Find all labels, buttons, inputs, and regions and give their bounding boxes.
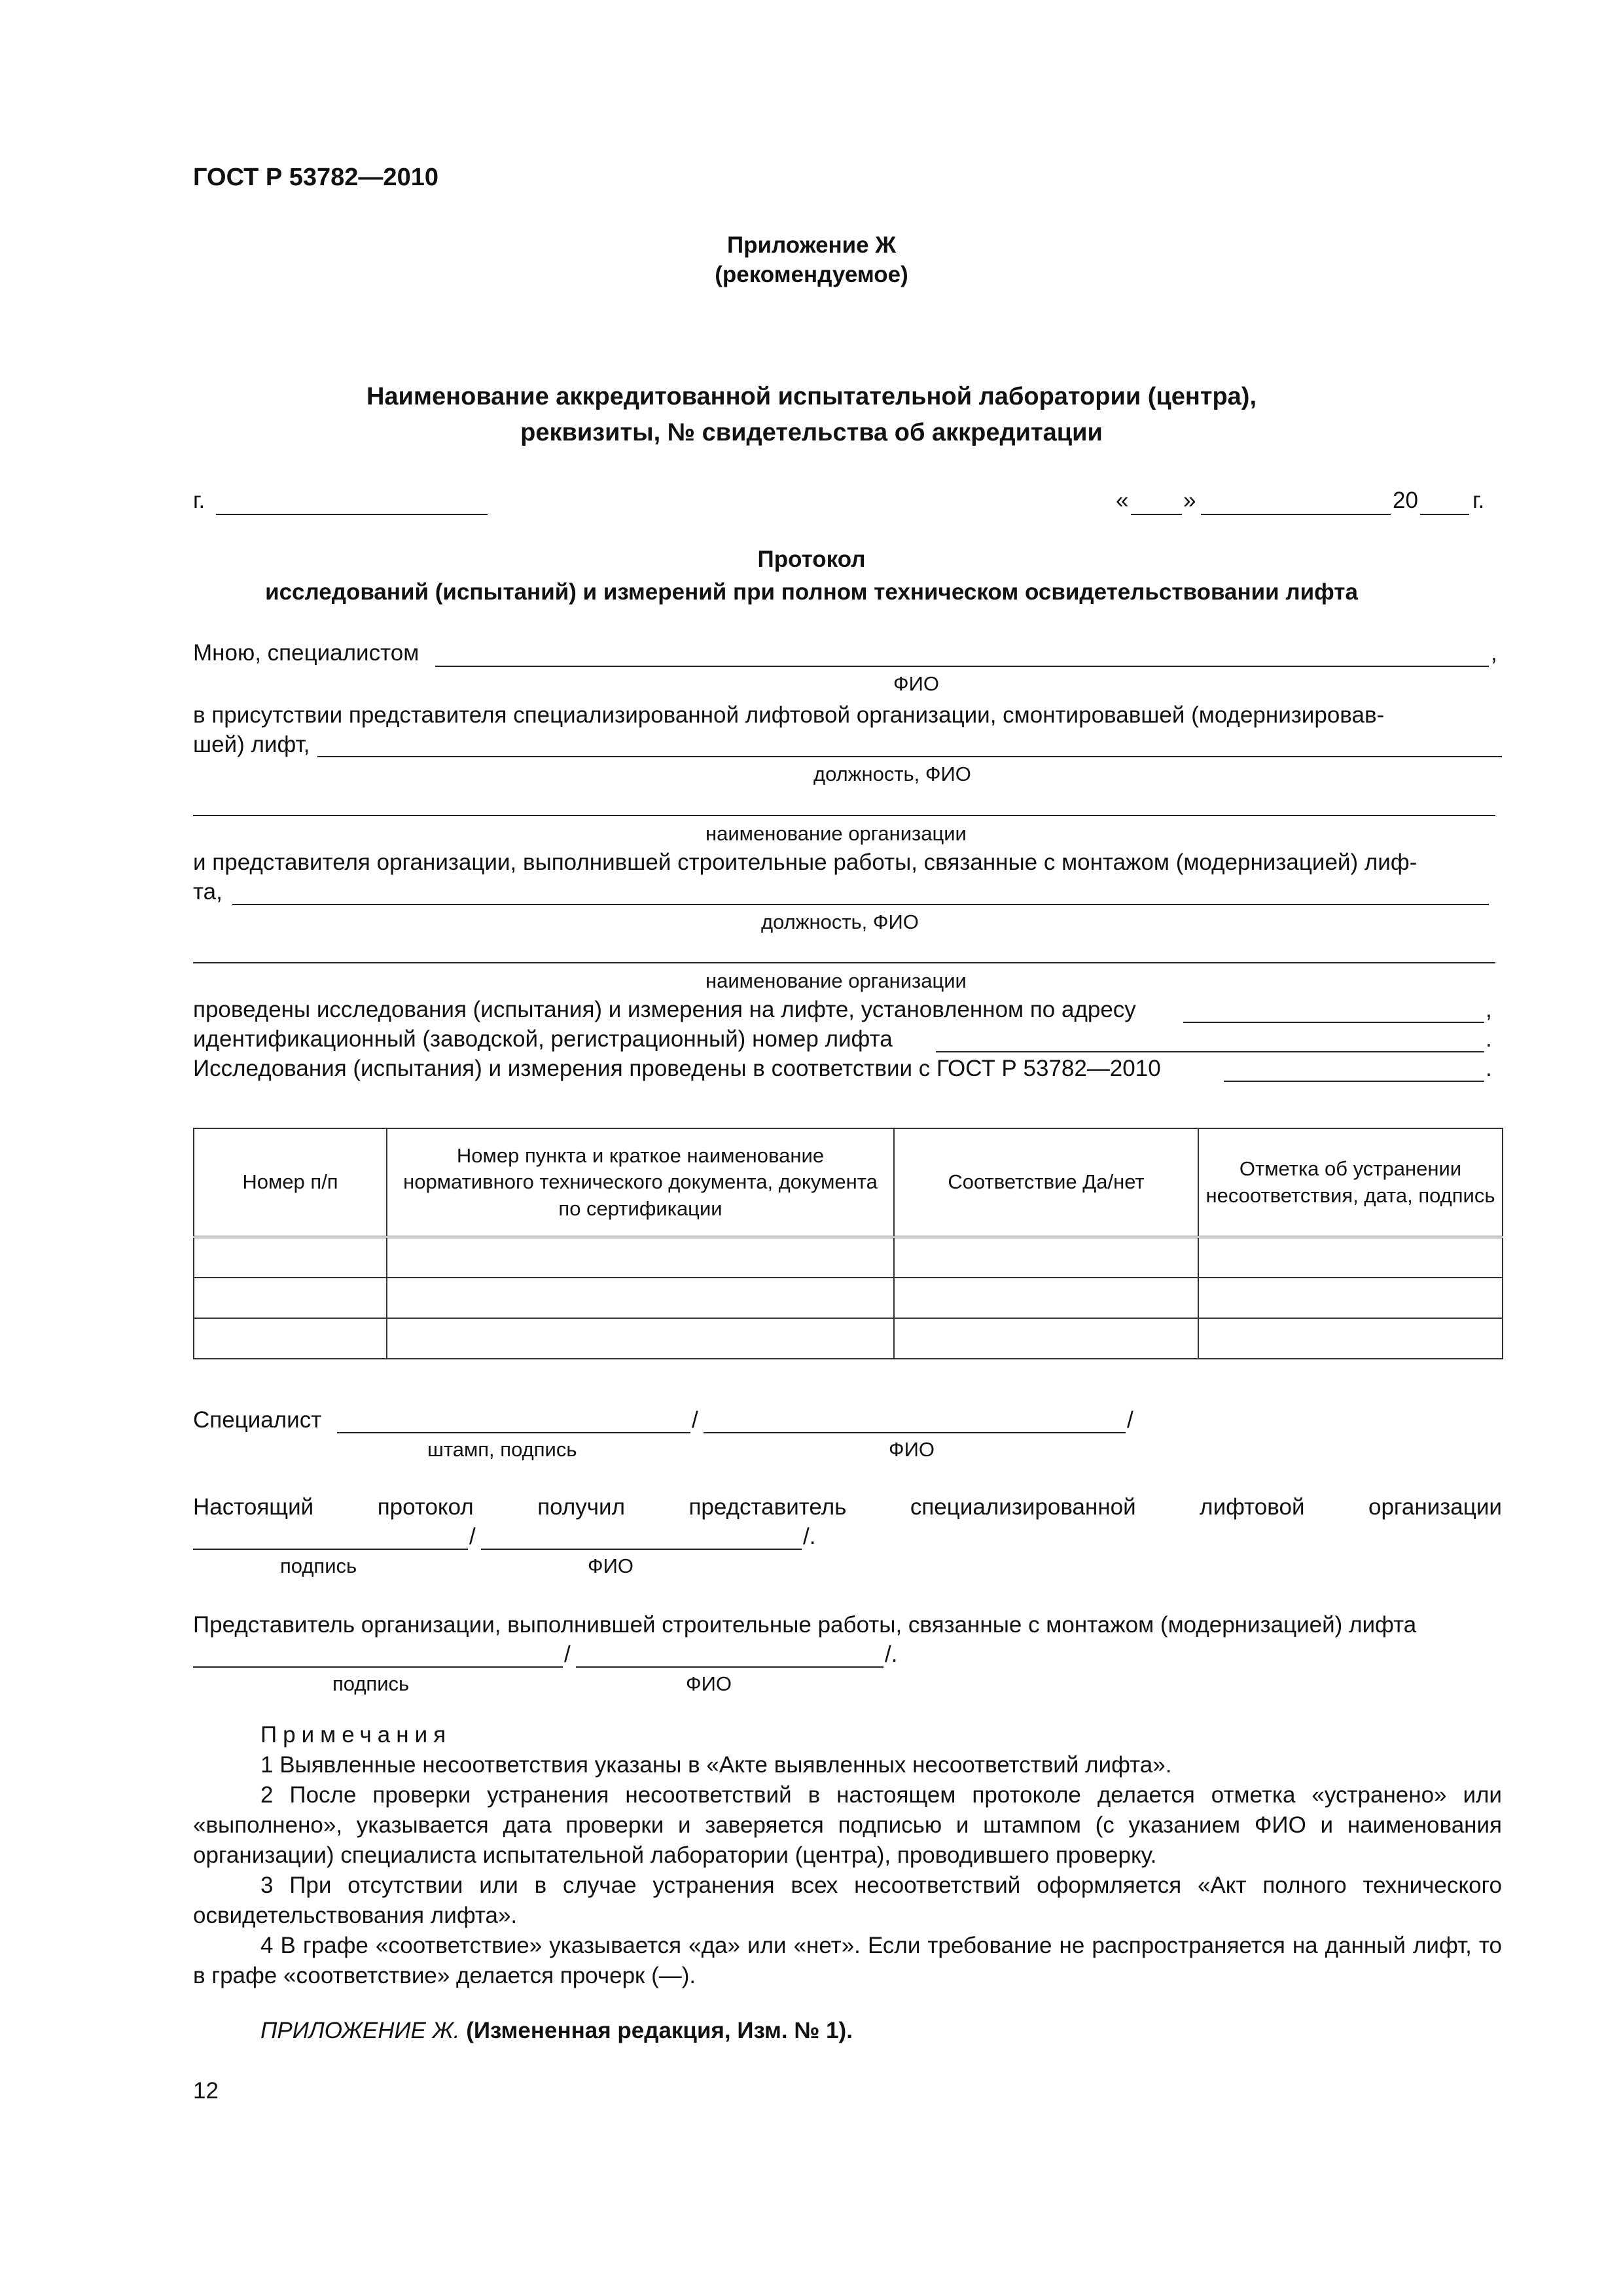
installer-sign-line[interactable] bbox=[193, 1549, 468, 1550]
table-row bbox=[194, 1278, 1503, 1318]
col-conformity-header: Соответствие Да/нет bbox=[894, 1128, 1198, 1237]
table-header-row bbox=[194, 1128, 1503, 1237]
specialist-fio-line[interactable] bbox=[704, 1432, 1126, 1433]
builder-line2: та, bbox=[193, 879, 223, 905]
year-suffix: г. bbox=[1472, 488, 1485, 513]
builder-sign-line[interactable] bbox=[193, 1666, 563, 1668]
col-document-header: Номер пункта и краткое наименование нормативного технического документа, документа по сертификации bbox=[387, 1128, 894, 1237]
table-cell[interactable] bbox=[194, 1318, 387, 1359]
fio-caption: ФИО bbox=[893, 672, 939, 695]
col-fix-mark-header: Отметка об устранении несоответствия, дата, подпись bbox=[1198, 1128, 1503, 1237]
note-item: 4 В графе «соответствие» указывается «да» или «нет». Если требование не распространяется на данный лифт, то в графе «соответствие» делается прочерк (—). bbox=[193, 1933, 1502, 1988]
conducted-label: проведены исследования (испытания) и измерения на лифте, установленном по адресу bbox=[193, 997, 1136, 1022]
table-cell[interactable] bbox=[387, 1318, 894, 1359]
edition-bold: (Измененная редакция, Изм. № 1). bbox=[466, 2018, 853, 2043]
inspection-table bbox=[193, 1128, 1503, 1359]
col-number-header: Номер п/п bbox=[194, 1128, 387, 1237]
city-prefix: г. bbox=[193, 488, 205, 513]
received-word: организации bbox=[1368, 1494, 1502, 1520]
specialist-name-line[interactable] bbox=[435, 666, 1489, 667]
table-cell[interactable] bbox=[387, 1278, 894, 1318]
notes-title: Примечания bbox=[260, 1722, 452, 1748]
specialist-stamp-line[interactable] bbox=[337, 1432, 690, 1433]
notes-section bbox=[193, 1720, 1502, 1991]
conformity-label: Исследования (испытания) и измерения проведены в соответствии с ГОСТ Р 53782—2010 bbox=[193, 1056, 1161, 1081]
date-open-quote: « bbox=[1116, 488, 1129, 513]
date-close-quote: » bbox=[1183, 488, 1196, 513]
table-cell[interactable] bbox=[1198, 1318, 1503, 1359]
slash-2: / bbox=[1127, 1407, 1133, 1433]
period-1: . bbox=[1486, 1026, 1492, 1052]
slash-period-2: /. bbox=[885, 1641, 898, 1667]
appendix-title: Приложение Ж bbox=[726, 232, 897, 258]
org-name-caption: наименование организации bbox=[705, 822, 967, 845]
slash-4: / bbox=[564, 1641, 571, 1667]
fio-caption-3: ФИО bbox=[588, 1554, 633, 1577]
city-field-line[interactable] bbox=[216, 514, 488, 515]
received-word: протокол bbox=[377, 1494, 474, 1520]
table-cell[interactable] bbox=[194, 1278, 387, 1318]
ident-label: идентификационный (заводской, регистрационный) номер лифта bbox=[193, 1026, 893, 1052]
slash-3: / bbox=[469, 1524, 476, 1549]
comma-2: , bbox=[1486, 997, 1492, 1022]
page-number: 12 bbox=[193, 2078, 219, 2104]
builder-fio-line[interactable] bbox=[576, 1666, 883, 1668]
edition-italic: ПРИЛОЖЕНИЕ Ж. bbox=[260, 2018, 460, 2043]
sign-caption-2: подпись bbox=[332, 1672, 410, 1695]
received-word: получил bbox=[537, 1494, 625, 1520]
position-fio-caption: должность, ФИО bbox=[813, 762, 971, 785]
received-word: специализированной bbox=[910, 1494, 1136, 1520]
table-cell[interactable] bbox=[194, 1237, 387, 1278]
comma: , bbox=[1491, 640, 1497, 666]
table-row bbox=[194, 1237, 1503, 1278]
day-field-line[interactable] bbox=[1131, 514, 1182, 515]
received-line bbox=[193, 1494, 1502, 1520]
conformity-line[interactable] bbox=[1224, 1081, 1484, 1082]
table-cell[interactable] bbox=[894, 1318, 1198, 1359]
note-item: 1 Выявленные несоответствия указаны в «Акте выявленных несоответствий лифта». bbox=[260, 1752, 1172, 1778]
installer-org-line[interactable] bbox=[193, 815, 1495, 816]
received-word: представитель bbox=[688, 1494, 847, 1520]
appendix-type: (рекомендуемое) bbox=[715, 262, 908, 287]
builder-line1: и представителя организации, выполнившей строительные работы, связанные с монтажом (модернизацией) лиф- bbox=[193, 850, 1418, 875]
table-cell[interactable] bbox=[894, 1237, 1198, 1278]
fio-caption-2: ФИО bbox=[889, 1438, 935, 1461]
installer-fio-line[interactable] bbox=[481, 1549, 802, 1550]
by-specialist-label: Мною, специалистом bbox=[193, 640, 419, 666]
org-name-caption-2: наименование организации bbox=[705, 969, 967, 992]
ident-number-line[interactable] bbox=[936, 1051, 1484, 1052]
protocol-subtitle: исследований (испытаний) и измерений при полном техническом освидетельствовании лифта bbox=[265, 579, 1358, 605]
installer-rep-line[interactable] bbox=[317, 756, 1502, 757]
note-item: 2 После проверки устранения несоответствий в настоящем протоколе делается отметка «устранено» или «выполнено», указывается дата проверки и заверяется подписью и штампом (с указанием ФИО и наименования организации) специалиста испытательной лаборатории (центра), проводившего проверку. bbox=[193, 1782, 1502, 1868]
lab-name-line1: Наименование аккредитованной испытательной лаборатории (центра), bbox=[366, 383, 1257, 410]
builder-org-line[interactable] bbox=[193, 962, 1495, 963]
position-fio-caption-2: должность, ФИО bbox=[761, 910, 919, 933]
builder-rep-label: Представитель организации, выполнившей строительные работы, связанные с монтажом (модернизацией) лифта bbox=[193, 1612, 1417, 1638]
period-2: . bbox=[1486, 1056, 1492, 1081]
specialist-label: Специалист bbox=[193, 1407, 322, 1433]
presence-line1: в присутствии представителя специализированной лифтовой организации, смонтировавшей (модернизировав- bbox=[193, 702, 1385, 728]
table-cell[interactable] bbox=[1198, 1237, 1503, 1278]
sign-caption-1: подпись bbox=[280, 1554, 357, 1577]
table-cell[interactable] bbox=[1198, 1278, 1503, 1318]
fio-caption-4: ФИО bbox=[686, 1672, 732, 1695]
year-field-line[interactable] bbox=[1420, 514, 1469, 515]
slash-1: / bbox=[692, 1407, 698, 1433]
lab-name-line2: реквизиты, № свидетельства об аккредитации bbox=[520, 419, 1103, 446]
month-field-line[interactable] bbox=[1201, 514, 1391, 515]
received-word: лифтовой bbox=[1200, 1494, 1305, 1520]
table-cell[interactable] bbox=[387, 1237, 894, 1278]
table-cell[interactable] bbox=[894, 1278, 1198, 1318]
presence-line2: шей) лифт, bbox=[193, 732, 310, 757]
slash-period-1: /. bbox=[803, 1524, 816, 1549]
standard-number: ГОСТ Р 53782—2010 bbox=[193, 164, 438, 191]
table-row bbox=[194, 1318, 1503, 1359]
edition-note bbox=[260, 2018, 853, 2044]
year-prefix: 20 bbox=[1393, 488, 1418, 513]
received-word: Настоящий bbox=[193, 1494, 314, 1520]
protocol-title: Протокол bbox=[757, 547, 866, 572]
stamp-sign-caption: штамп, подпись bbox=[427, 1438, 577, 1461]
note-item: 3 При отсутствии или в случае устранения всех несоответствий оформляется «Акт полного технического освидетельствования лифта». bbox=[193, 1873, 1502, 1928]
builder-rep-line[interactable] bbox=[232, 904, 1489, 905]
address-line[interactable] bbox=[1183, 1022, 1484, 1023]
